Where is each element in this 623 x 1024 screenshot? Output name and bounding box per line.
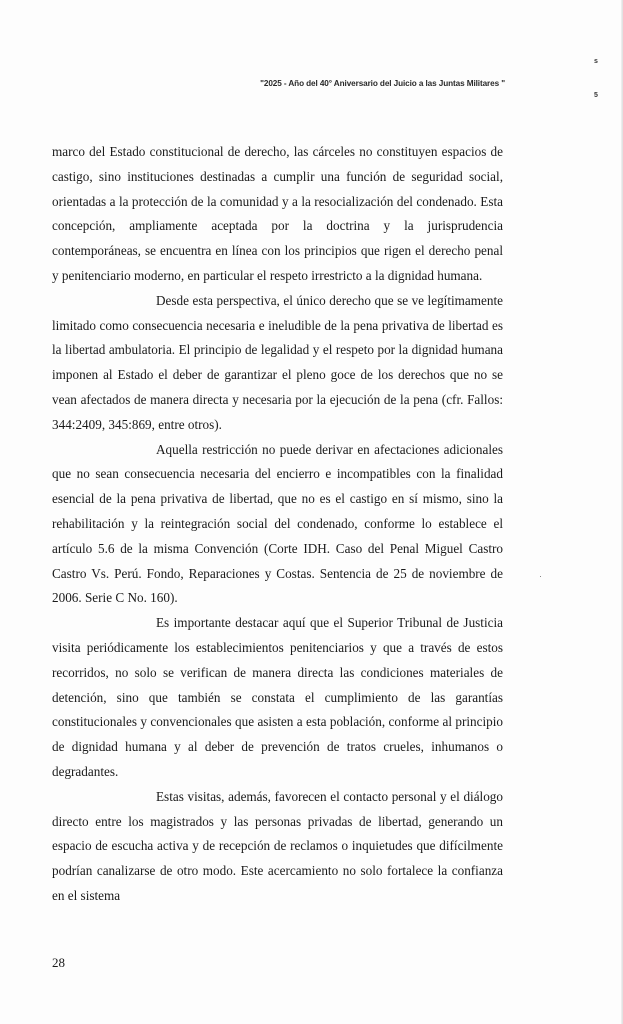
paragraph-2: Desde esta perspectiva, el único derecho que se ve legítimamente limitado como consecuencia necesaria e ineludible de la pena privativa de libertad es la libertad ambulatoria. El principio de legalidad y el respeto por la dignidad humana imponen al Estado el deber de garantizar el pleno goce de los derechos que no se vean afectados de manera directa y necesaria por la ejecución de la pena (cfr. Fallos: 344:2409, 345:869, entre otros).	[52, 292, 503, 432]
margin-mark-bottom: 5	[594, 92, 598, 99]
page-header: "2025 - Año del 40° Aniversario del Juicio a las Juntas Militares "	[260, 79, 505, 88]
document-body	[52, 140, 503, 909]
paragraph-4: Es importante destacar aquí que el Superior Tribunal de Justicia visita periódicamente los establecimientos penitenciarios y que a través de estos recorridos, no solo se verifican de manera directa las condiciones materiales de detención, sino que también se constata el cumplimiento de las garantías constitucionales y convencionales que asisten a esta población, conforme al principio de dignidad humana y al deber de prevención de tratos crueles, inhumanos o degradantes.	[52, 615, 503, 779]
paragraph-1: marco del Estado constitucional de derecho, las cárceles no constituyen espacios de castigo, sino instituciones destinadas a cumplir una función de seguridad social, orientadas a la protección de la comunidad y a la resocialización del condenado. Esta concepción, ampliamente aceptada por la doctrina y la jurisprudencia contemporáneas, se encuentra en línea con los principios que rigen el derecho penal y penitenciario moderno, en particular el respeto irrestricto a la dignidad humana.	[52, 144, 503, 283]
paragraph-3: Aquella restricción no puede derivar en afectaciones adicionales que no sean consecuencia necesaria del encierro e incompatibles con la finalidad esencial de la pena privativa de libertad, que no es el castigo en sí mismo, sino la rehabilitación y la reintegración social del condenado, conforme lo establece el artículo 5.6 de la misma Convención (Corte IDH. Caso del Penal Miguel Castro Castro Vs. Perú. Fondo, Reparaciones y Costas. Sentencia de 25 de noviembre de 2006. Serie C No. 160).	[52, 441, 503, 606]
margin-mark-top: s	[594, 58, 598, 65]
page-number: 28	[52, 955, 65, 970]
scan-speck	[540, 576, 541, 577]
paragraph-5: Estas visitas, además, favorecen el contacto personal y el diálogo directo entre los magistrados y las personas privadas de libertad, generando un espacio de escucha activa y de recepción de reclamos o inquietudes que difícilmente podrían canalizarse de otro modo. Este acercamiento no solo fortalece la confianza en el sistema	[52, 788, 503, 903]
